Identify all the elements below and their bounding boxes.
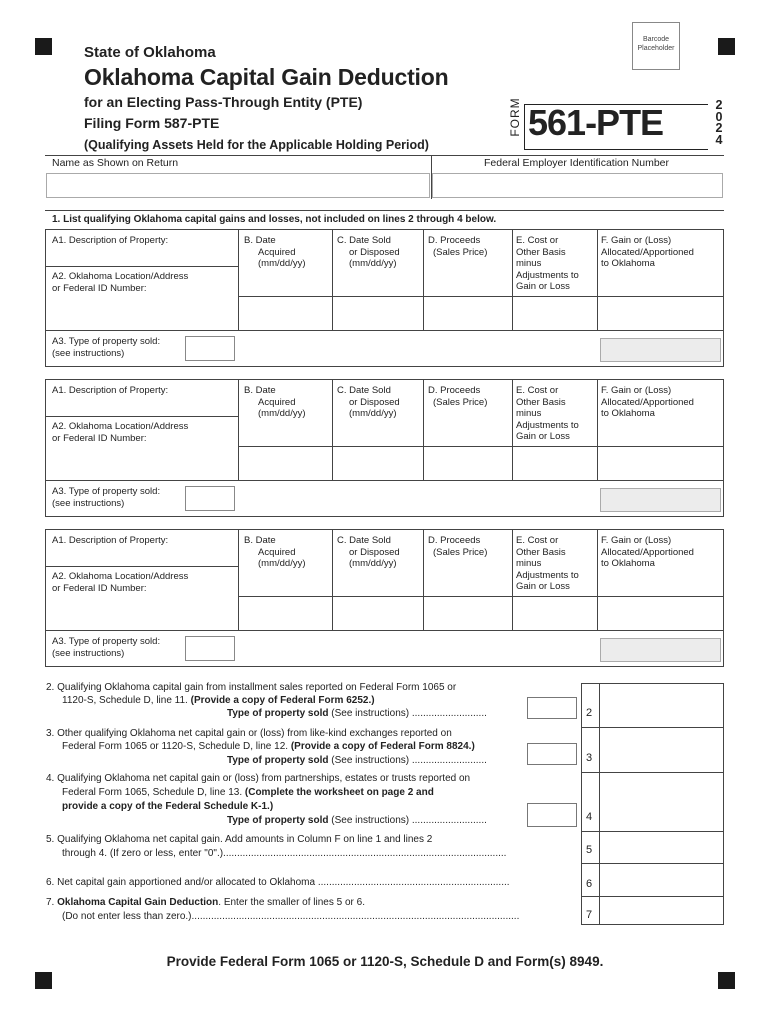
rule xyxy=(45,266,238,267)
a3-line2: (see instructions) xyxy=(52,647,125,659)
line4-text2a: Federal Form 1065, Schedule D, line 13. xyxy=(62,787,245,798)
rule xyxy=(45,330,724,331)
fein-field[interactable] xyxy=(432,173,723,198)
col-b-line: (mm/dd/yy) xyxy=(258,258,306,269)
col-b-label xyxy=(244,385,306,420)
subtitle-holding: (Qualifying Assets Held for the Applicable Holding Period) xyxy=(84,138,429,152)
rule xyxy=(723,683,724,924)
line7-text1c: . Enter the smaller of lines 5 or 6. xyxy=(218,897,365,908)
col-e-line: Gain or Loss xyxy=(516,581,570,592)
col-e-label xyxy=(516,385,579,443)
line2-text2a: 1120-S, Schedule D, line 11. xyxy=(62,695,191,706)
year-digit: 0 xyxy=(715,109,723,124)
f-total-shaded xyxy=(600,338,721,362)
line3-text1: 3. Other qualifying Oklahoma net capital gain or (loss) from like-kind exchanges reported on xyxy=(46,728,452,739)
a2-line1: A2. Oklahoma Location/Address xyxy=(52,271,189,282)
line2-text2b: (Provide a copy of Federal Form 6252.) xyxy=(190,695,375,706)
line7-text1a: 7. xyxy=(46,897,58,908)
col-e-line: Adjustments to xyxy=(516,269,579,281)
col-b-line: Acquired xyxy=(258,546,296,558)
line3-number: 3 xyxy=(586,752,593,764)
rule xyxy=(45,480,724,481)
subtitle-pte: for an Electing Pass-Through Entity (PTE) xyxy=(84,94,363,110)
e-cost-basis-input[interactable] xyxy=(513,597,597,629)
col-c-label xyxy=(337,535,400,570)
col-f-line: to Oklahoma xyxy=(601,408,655,419)
f-gain-loss-input[interactable] xyxy=(598,447,723,479)
a3-label xyxy=(52,336,160,359)
col-c-label xyxy=(337,385,400,420)
col-b-line: B. Date xyxy=(244,385,276,396)
a2-line2: or Federal ID Number: xyxy=(52,432,147,444)
col-f-line: Allocated/Apportioned xyxy=(601,246,694,258)
col-e-line: Gain or Loss xyxy=(516,281,570,292)
b-date-acquired-input[interactable] xyxy=(239,447,332,479)
name-label: Name as Shown on Return xyxy=(52,157,179,169)
col-e-label xyxy=(516,535,579,593)
col-f-line: Allocated/Apportioned xyxy=(601,546,694,558)
line4-text3: provide a copy of the Federal Schedule K-1.) xyxy=(62,801,274,812)
a3-line1: A3. Type of property sold: xyxy=(52,336,161,347)
a2-line1: A2. Oklahoma Location/Address xyxy=(52,571,189,582)
col-c-line: (mm/dd/yy) xyxy=(349,408,397,419)
line2-amount[interactable] xyxy=(600,684,723,727)
line7-text1b: Oklahoma Capital Gain Deduction xyxy=(57,897,219,908)
a2-location-input[interactable] xyxy=(46,443,237,479)
d-proceeds-input[interactable] xyxy=(424,297,512,329)
line5-number: 5 xyxy=(586,844,593,856)
a1-label: A1. Description of Property: xyxy=(52,385,169,396)
registration-mark-bottom-left xyxy=(35,972,52,989)
rule xyxy=(45,416,238,417)
line5-text1: 5. Qualifying Oklahoma net capital gain. Add amounts in Column F on line 1 and lines 2 xyxy=(46,834,433,845)
barcode-line1: Barcode xyxy=(642,36,670,43)
a1-description-input[interactable] xyxy=(46,547,237,565)
line7-text2: (Do not enter less than zero.)...................................................................................................................... xyxy=(62,911,520,922)
a2-label xyxy=(52,571,188,594)
e-cost-basis-input[interactable] xyxy=(513,297,597,329)
col-d-line: D. Proceeds xyxy=(428,535,481,546)
col-c-line: C. Date Sold xyxy=(337,235,391,246)
line3-text2b: (Provide a copy of Federal Form 8824.) xyxy=(290,741,475,752)
col-e-line: Other Basis xyxy=(516,546,566,558)
col-f-label xyxy=(601,385,694,420)
line3-type-input[interactable] xyxy=(527,743,577,765)
a2-label xyxy=(52,271,188,294)
a3-type-input[interactable] xyxy=(185,336,235,361)
col-c-line: or Disposed xyxy=(349,396,400,408)
col-f-label xyxy=(601,235,694,270)
a3-line2: (see instructions) xyxy=(52,347,125,359)
fein-label: Federal Employer Identification Number xyxy=(484,157,670,169)
col-b-line: Acquired xyxy=(258,246,296,258)
col-f-line: F. Gain or (Loss) xyxy=(601,235,672,246)
col-e-line: Adjustments to xyxy=(516,419,579,431)
barcode-line2: Placeholder xyxy=(637,45,675,52)
col-e-line: E. Cost or xyxy=(516,535,559,546)
line4-amount[interactable] xyxy=(600,773,723,831)
f-gain-loss-input[interactable] xyxy=(598,597,723,629)
col-c-line: C. Date Sold xyxy=(337,535,391,546)
col-b-line: B. Date xyxy=(244,235,276,246)
a2-location-input[interactable] xyxy=(46,593,237,629)
a1-label: A1. Description of Property: xyxy=(52,235,169,246)
a3-line1: A3. Type of property sold: xyxy=(52,486,161,497)
line3-type xyxy=(227,754,487,767)
year-digit: 2 xyxy=(715,98,723,112)
a2-line2: or Federal ID Number: xyxy=(52,582,147,594)
col-f-line: F. Gain or (Loss) xyxy=(601,385,672,396)
line7-number: 7 xyxy=(586,909,593,921)
registration-mark-bottom-right xyxy=(718,972,735,989)
col-e-line: minus xyxy=(516,558,542,569)
line7-text1 xyxy=(46,896,365,909)
f-total-shaded xyxy=(600,638,721,662)
line4-type-input[interactable] xyxy=(527,803,577,827)
col-c-line: or Disposed xyxy=(349,546,400,558)
year-digit: 4 xyxy=(715,132,723,147)
line2-type xyxy=(227,707,487,720)
col-f-label xyxy=(601,535,694,570)
tax-year xyxy=(712,100,726,146)
footer-instruction: Provide Federal Form 1065 or 1120-S, Schedule D and Form(s) 8949. xyxy=(166,954,604,969)
col-c-line: or Disposed xyxy=(349,246,400,258)
a3-line1: A3. Type of property sold: xyxy=(52,636,161,647)
a1-description-input[interactable] xyxy=(46,247,237,265)
col-c-label xyxy=(337,235,400,270)
col-e-line: E. Cost or xyxy=(516,385,559,396)
col-e-line: Gain or Loss xyxy=(516,431,570,442)
registration-mark-top-right xyxy=(718,38,735,55)
state-label: State of Oklahoma xyxy=(84,44,216,61)
rule xyxy=(45,155,724,156)
rule xyxy=(581,683,582,924)
barcode-placeholder xyxy=(632,22,680,70)
col-e-line: Adjustments to xyxy=(516,569,579,581)
c-date-sold-input[interactable] xyxy=(333,597,423,629)
line4-text1: 4. Qualifying Oklahoma net capital gain or (loss) from partnerships, estates or trusts reported on xyxy=(46,773,471,784)
line2-type-input[interactable] xyxy=(527,697,577,719)
rule xyxy=(45,630,724,631)
line5-text2: through 4. (If zero or less, enter "0".)...................................................................................................... xyxy=(62,848,507,859)
f-total-shaded xyxy=(600,488,721,512)
col-b-line: (mm/dd/yy) xyxy=(258,558,306,569)
col-e-label xyxy=(516,235,579,293)
registration-mark-top-left xyxy=(35,38,52,55)
col-f-line: F. Gain or (Loss) xyxy=(601,535,672,546)
a1-label: A1. Description of Property: xyxy=(52,535,169,546)
a2-line1: A2. Oklahoma Location/Address xyxy=(52,421,189,432)
col-b-label xyxy=(244,535,306,570)
col-c-line: C. Date Sold xyxy=(337,385,391,396)
a1-description-input[interactable] xyxy=(46,397,237,415)
col-d-line: (Sales Price) xyxy=(433,396,488,408)
col-b-label xyxy=(244,235,306,270)
line6-number: 6 xyxy=(586,878,593,890)
col-d-line: (Sales Price) xyxy=(433,546,488,558)
col-b-line: (mm/dd/yy) xyxy=(258,408,306,419)
col-b-line: B. Date xyxy=(244,535,276,546)
year-digit: 2 xyxy=(715,121,723,135)
a3-line2: (see instructions) xyxy=(52,497,125,509)
line4-text2b: (Complete the worksheet on page 2 and xyxy=(244,787,434,798)
a3-type-input[interactable] xyxy=(185,486,235,511)
e-cost-basis-input[interactable] xyxy=(513,447,597,479)
b-date-acquired-input[interactable] xyxy=(239,597,332,629)
line3-type-rest: (See instructions) ........................... xyxy=(328,755,487,766)
page-title: Oklahoma Capital Gain Deduction xyxy=(84,64,449,90)
col-f-line: to Oklahoma xyxy=(601,558,655,569)
line3-text2a: Federal Form 1065 or 1120-S, Schedule D, line 12. xyxy=(62,741,291,752)
line3-amount[interactable] xyxy=(600,728,723,772)
line2-type-rest: (See instructions) ........................... xyxy=(328,708,487,719)
rule xyxy=(45,566,238,567)
a2-label xyxy=(52,421,188,444)
col-d-label xyxy=(428,535,487,558)
c-date-sold-input[interactable] xyxy=(333,297,423,329)
col-f-line: to Oklahoma xyxy=(601,258,655,269)
name-field[interactable] xyxy=(46,173,430,198)
line2-text2 xyxy=(62,694,375,707)
f-gain-loss-input[interactable] xyxy=(598,297,723,329)
a3-label xyxy=(52,486,160,509)
b-date-acquired-input[interactable] xyxy=(239,297,332,329)
col-e-line: minus xyxy=(516,408,542,419)
col-e-line: Other Basis xyxy=(516,246,566,258)
a3-type-input[interactable] xyxy=(185,636,235,661)
col-e-line: E. Cost or xyxy=(516,235,559,246)
line7-amount[interactable] xyxy=(600,897,723,924)
col-d-label xyxy=(428,235,487,258)
line3-text2 xyxy=(62,740,475,753)
line2-type-label: Type of property sold xyxy=(227,708,329,719)
col-d-line: D. Proceeds xyxy=(428,235,481,246)
line4-type-label: Type of property sold xyxy=(227,815,329,826)
line2-number: 2 xyxy=(586,707,593,719)
line1-instruction: 1. List qualifying Oklahoma capital gains and losses, not included on lines 2 through 4 below. xyxy=(52,214,497,225)
line6-text: 6. Net capital gain apportioned and/or allocated to Oklahoma ..................................................................... xyxy=(46,877,510,888)
line2-text1: 2. Qualifying Oklahoma capital gain from installment sales reported on Federal Form 1065 or xyxy=(46,682,457,693)
d-proceeds-input[interactable] xyxy=(424,447,512,479)
col-e-line: minus xyxy=(516,258,542,269)
d-proceeds-input[interactable] xyxy=(424,597,512,629)
subtitle-filing: Filing Form 587-PTE xyxy=(84,115,220,131)
form-word: FORM xyxy=(508,97,522,137)
line4-type xyxy=(227,814,487,827)
a2-location-input[interactable] xyxy=(46,293,237,329)
line4-type-rest: (See instructions) ........................... xyxy=(328,815,487,826)
col-d-line: (Sales Price) xyxy=(433,246,488,258)
col-b-line: Acquired xyxy=(258,396,296,408)
form-number: 561-PTE xyxy=(528,102,664,143)
col-d-line: D. Proceeds xyxy=(428,385,481,396)
line3-type-label: Type of property sold xyxy=(227,755,329,766)
col-d-label xyxy=(428,385,487,408)
a2-line2: or Federal ID Number: xyxy=(52,282,147,294)
a3-label xyxy=(52,636,160,659)
rule xyxy=(581,924,724,925)
col-e-line: Other Basis xyxy=(516,396,566,408)
rule xyxy=(45,210,724,211)
col-c-line: (mm/dd/yy) xyxy=(349,558,397,569)
col-f-line: Allocated/Apportioned xyxy=(601,396,694,408)
c-date-sold-input[interactable] xyxy=(333,447,423,479)
line4-number: 4 xyxy=(586,811,593,823)
col-c-line: (mm/dd/yy) xyxy=(349,258,397,269)
line4-text2 xyxy=(62,786,434,799)
line5-amount[interactable] xyxy=(600,832,723,863)
line6-amount[interactable] xyxy=(600,864,723,896)
